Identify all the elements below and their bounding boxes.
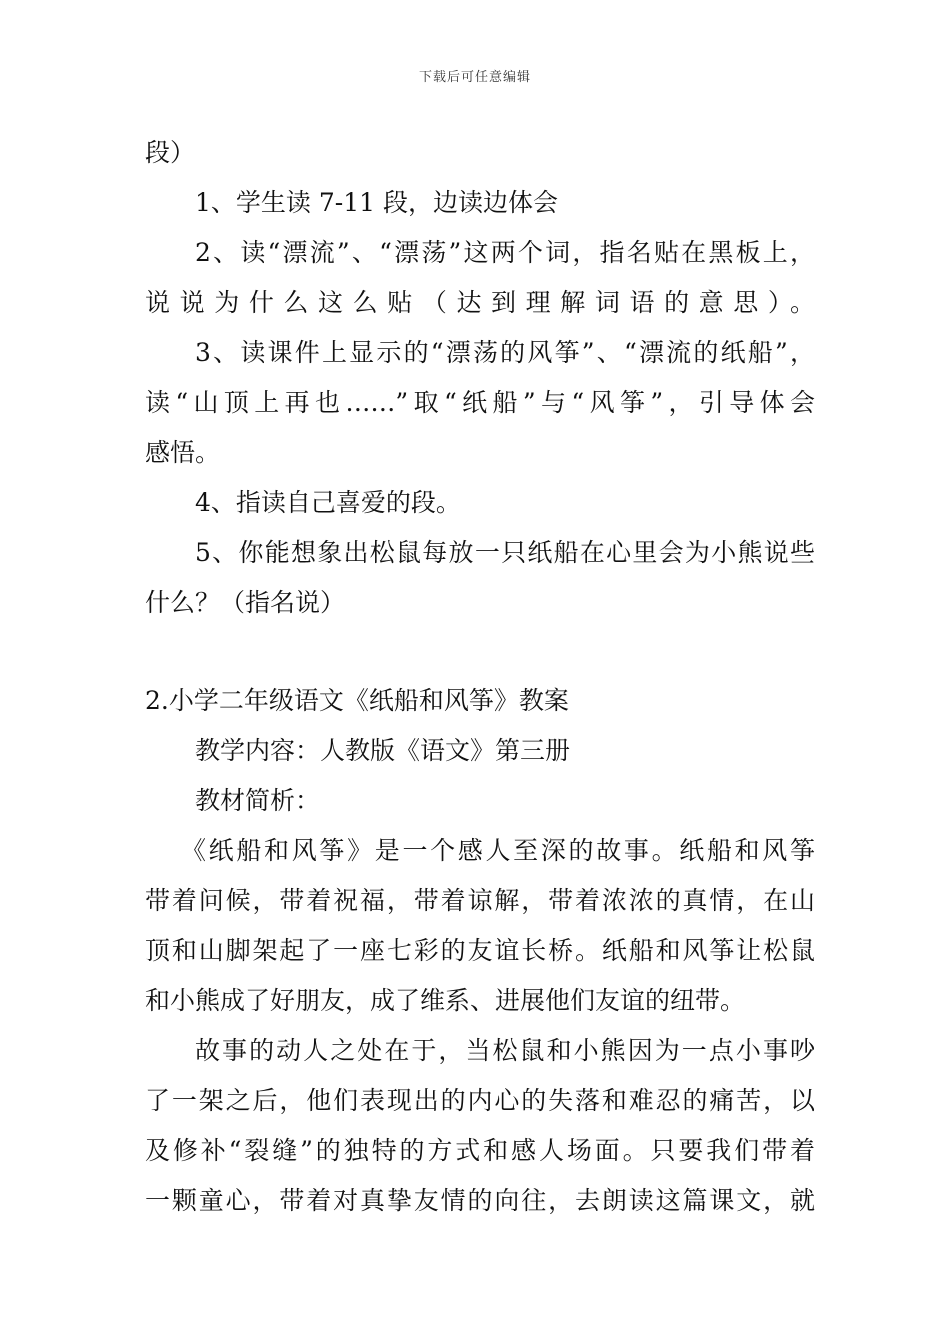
paragraph-line: 和小熊成了好朋友，成了维系、进展他们友谊的纽带。 [145, 986, 746, 1015]
page-header: 下载后可任意编辑 [418, 70, 531, 85]
section-title: 2.小学二年级语文《纸船和风筝》教案 [145, 686, 569, 715]
list-item: 5、你能想象出松鼠每放一只纸船在心里会为小熊说些 [195, 538, 815, 567]
paragraph-line: 一颗童心，带着对真挚友情的向往，去朗读这篇课文，就 [145, 1186, 815, 1215]
text-line: 感悟。 [145, 438, 221, 467]
paragraph-line: 带着问候，带着祝福，带着谅解，带着浓浓的真情，在山 [145, 886, 815, 915]
document-body [145, 128, 815, 1226]
text-line: 段） [145, 138, 196, 167]
text-line: 读“山顶上再也……”取“纸船”与“风筝”，引导体会 [145, 388, 815, 417]
paragraph-line: 顶和山脚架起了一座七彩的友谊长桥。纸船和风筝让松鼠 [145, 936, 815, 965]
section-gap [145, 628, 815, 676]
paragraph-line: 故事的动人之处在于，当松鼠和小熊因为一点小事吵 [195, 1036, 815, 1065]
list-item: 2、读“漂流”、“漂荡”这两个词，指名贴在黑板上， [195, 238, 815, 267]
teaching-content: 教学内容：人教版《语文》第三册 [195, 736, 571, 765]
paragraph-line: 《纸船和风筝》是一个感人至深的故事。纸船和风筝 [181, 836, 815, 865]
list-item: 1、学生读 7-11 段，边读边体会 [195, 188, 558, 217]
list-item: 3、读课件上显示的“漂荡的风筝”、“漂流的纸船”， [195, 338, 815, 367]
material-analysis-heading: 教材简析： [195, 786, 321, 815]
list-item: 4、指读自己喜爱的段。 [195, 488, 461, 517]
paragraph-line: 及修补“裂缝”的独特的方式和感人场面。只要我们带着 [145, 1136, 815, 1165]
paragraph-line: 了一架之后，他们表现出的内心的失落和难忍的痛苦，以 [145, 1086, 815, 1115]
text-line: 说说为什么这么贴（达到理解词语的意思）。 [145, 288, 815, 317]
text-line: 什么？（指名说） [145, 588, 346, 617]
